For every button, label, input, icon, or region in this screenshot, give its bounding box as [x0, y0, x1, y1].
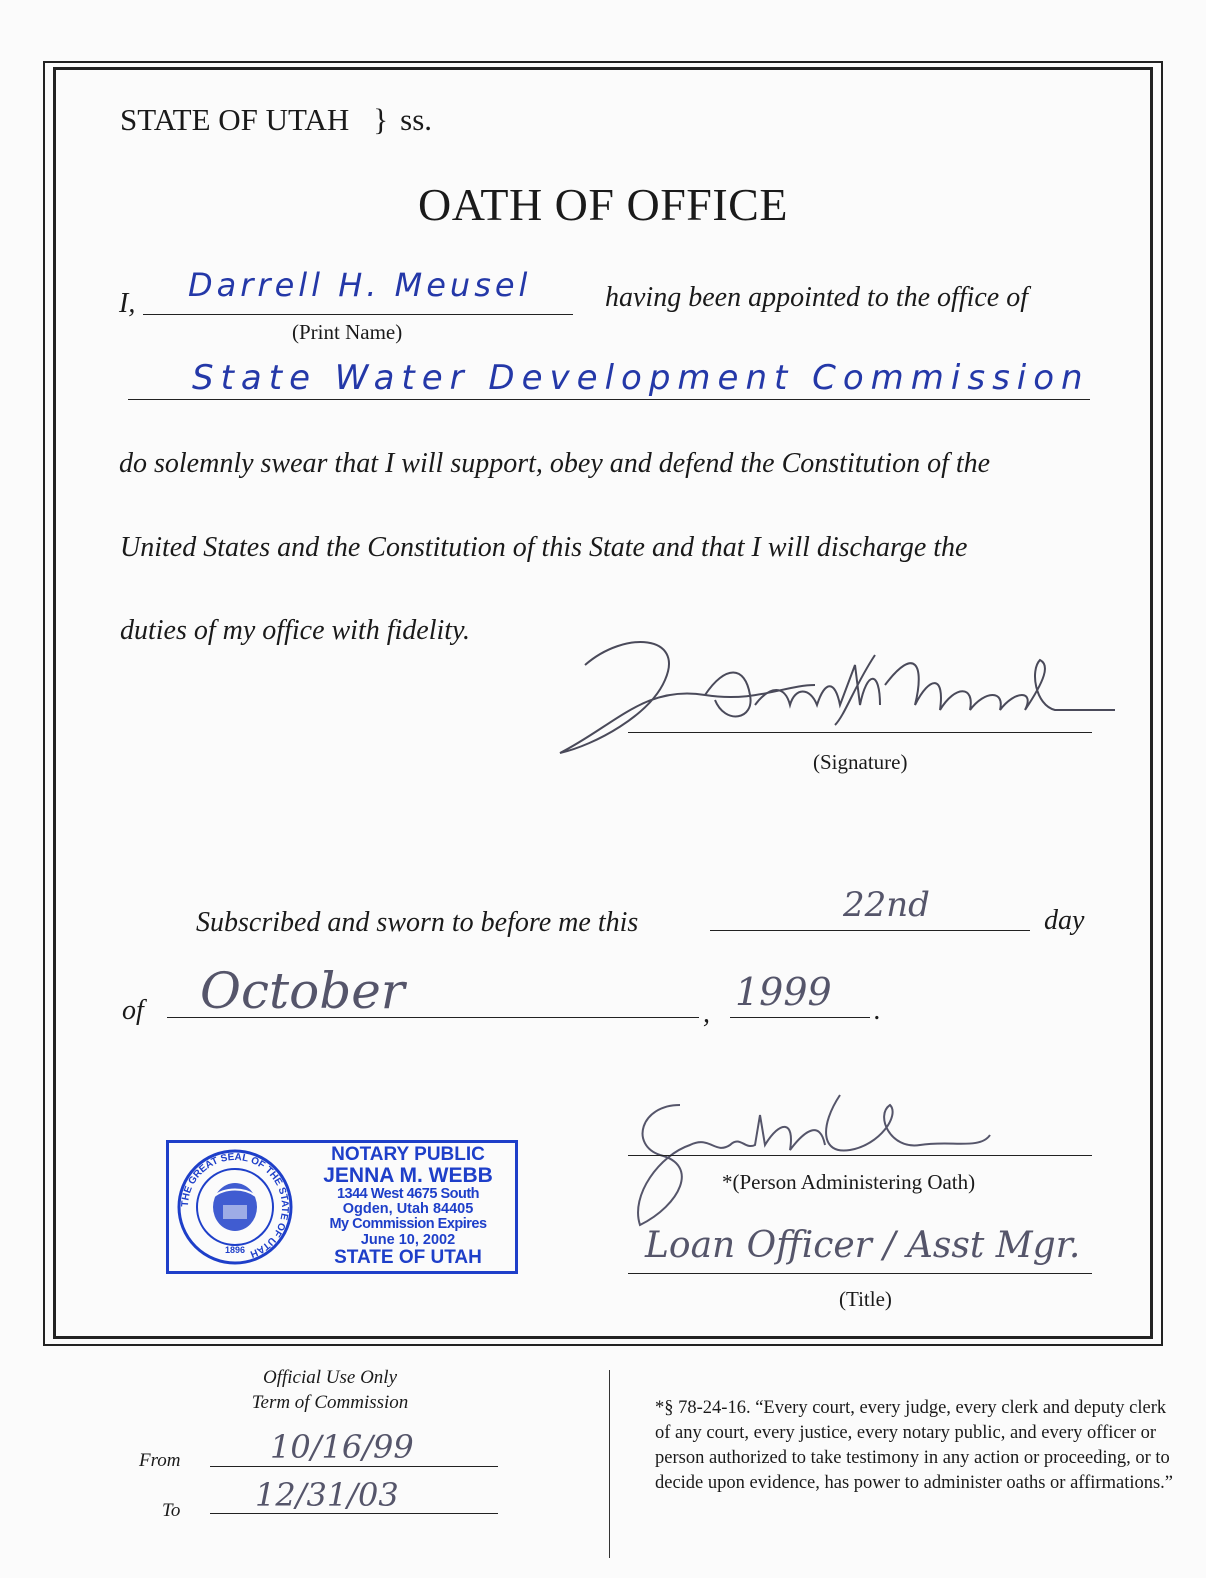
office-field[interactable]: State Water Development Commission	[192, 358, 1090, 398]
title-line	[628, 1273, 1092, 1274]
svg-text:THE GREAT SEAL OF THE STATE OF: THE GREAT SEAL OF THE STATE OF UTAH	[179, 1151, 291, 1260]
day-field[interactable]: 22nd	[843, 885, 930, 925]
officer-signature-value	[150, 690, 157, 691]
stamp-line-2: JENNA M. WEBB	[323, 1163, 493, 1187]
year-field[interactable]: 1999	[735, 970, 832, 1014]
to-field[interactable]: 12/31/03	[255, 1476, 399, 1514]
administering-signature-value	[150, 1100, 156, 1101]
oath-body-line-3: duties of my office with fidelity.	[120, 615, 470, 646]
officer-signature-drawing	[555, 625, 1125, 760]
appointed-text: having been appointed to the office of	[605, 282, 1029, 313]
stamp-line-4: Ogden, Utah 84405	[342, 1201, 474, 1218]
year-line	[730, 1017, 870, 1018]
subscribed-text: Subscribed and sworn to before me this	[196, 907, 639, 938]
signature-line	[628, 732, 1092, 733]
period: .	[874, 995, 881, 1026]
title-field[interactable]: Loan Officer / Asst Mgr.	[645, 1225, 1081, 1266]
title-caption: (Title)	[839, 1287, 892, 1311]
from-line	[210, 1466, 498, 1467]
notary-stamp	[166, 1140, 518, 1274]
administering-caption: *(Person Administering Oath)	[722, 1170, 976, 1194]
name-line	[143, 314, 573, 315]
stamp-line-7: STATE OF UTAH	[334, 1246, 482, 1268]
stamp-line-1: NOTARY PUBLIC	[331, 1144, 485, 1165]
venue-heading	[120, 102, 432, 138]
from-label: From	[139, 1450, 181, 1471]
of-label: of	[122, 995, 144, 1026]
statute-text: *§ 78-24-16. “Every court, every judge, every clerk and deputy clerk of any court, every justice, every notary public, and every officer or person authorized to take testimony in any action or proceeding, or to decide upon evidence, has power to administer oaths or affirmations.”	[655, 1398, 1174, 1493]
oath-body-line-1: do solemnly swear that I will support, obey and defend the Constitution of the	[119, 448, 991, 479]
to-label: To	[162, 1500, 181, 1521]
official-use-line-1: Official Use Only	[262, 1367, 398, 1388]
from-field[interactable]: 10/16/99	[270, 1428, 414, 1466]
footer-divider	[609, 1370, 610, 1558]
document-title: OATH OF OFFICE	[418, 179, 788, 230]
signature-caption: (Signature)	[813, 750, 908, 774]
day-label: day	[1044, 905, 1085, 936]
state-seal-icon	[175, 1147, 295, 1267]
office-line	[128, 399, 1090, 400]
month-field[interactable]: October	[200, 962, 405, 1020]
state-name: STATE OF UTAH	[120, 102, 350, 137]
stamp-line-3: 1344 West 4675 South	[336, 1185, 480, 1202]
ss-abbrev: ss.	[400, 102, 433, 137]
comma: ,	[703, 998, 710, 1029]
oath-body-line-2: United States and the Constitution of this State and that I will discharge the	[120, 532, 968, 563]
svg-text:1896: 1896	[224, 1245, 246, 1255]
administering-signature-line	[628, 1155, 1092, 1156]
print-name-caption: (Print Name)	[292, 320, 403, 344]
stamp-line-6: June 10, 2002	[360, 1231, 456, 1248]
brace: }	[373, 102, 389, 137]
official-use-heading	[230, 1365, 430, 1415]
print-name-field[interactable]: Darrell H. Meusel	[188, 266, 532, 304]
stamp-line-5: My Commission Expires	[329, 1216, 487, 1233]
day-line	[710, 930, 1030, 931]
oath-prefix: I,	[119, 288, 136, 319]
official-use-line-2: Term of Commission	[251, 1392, 409, 1413]
